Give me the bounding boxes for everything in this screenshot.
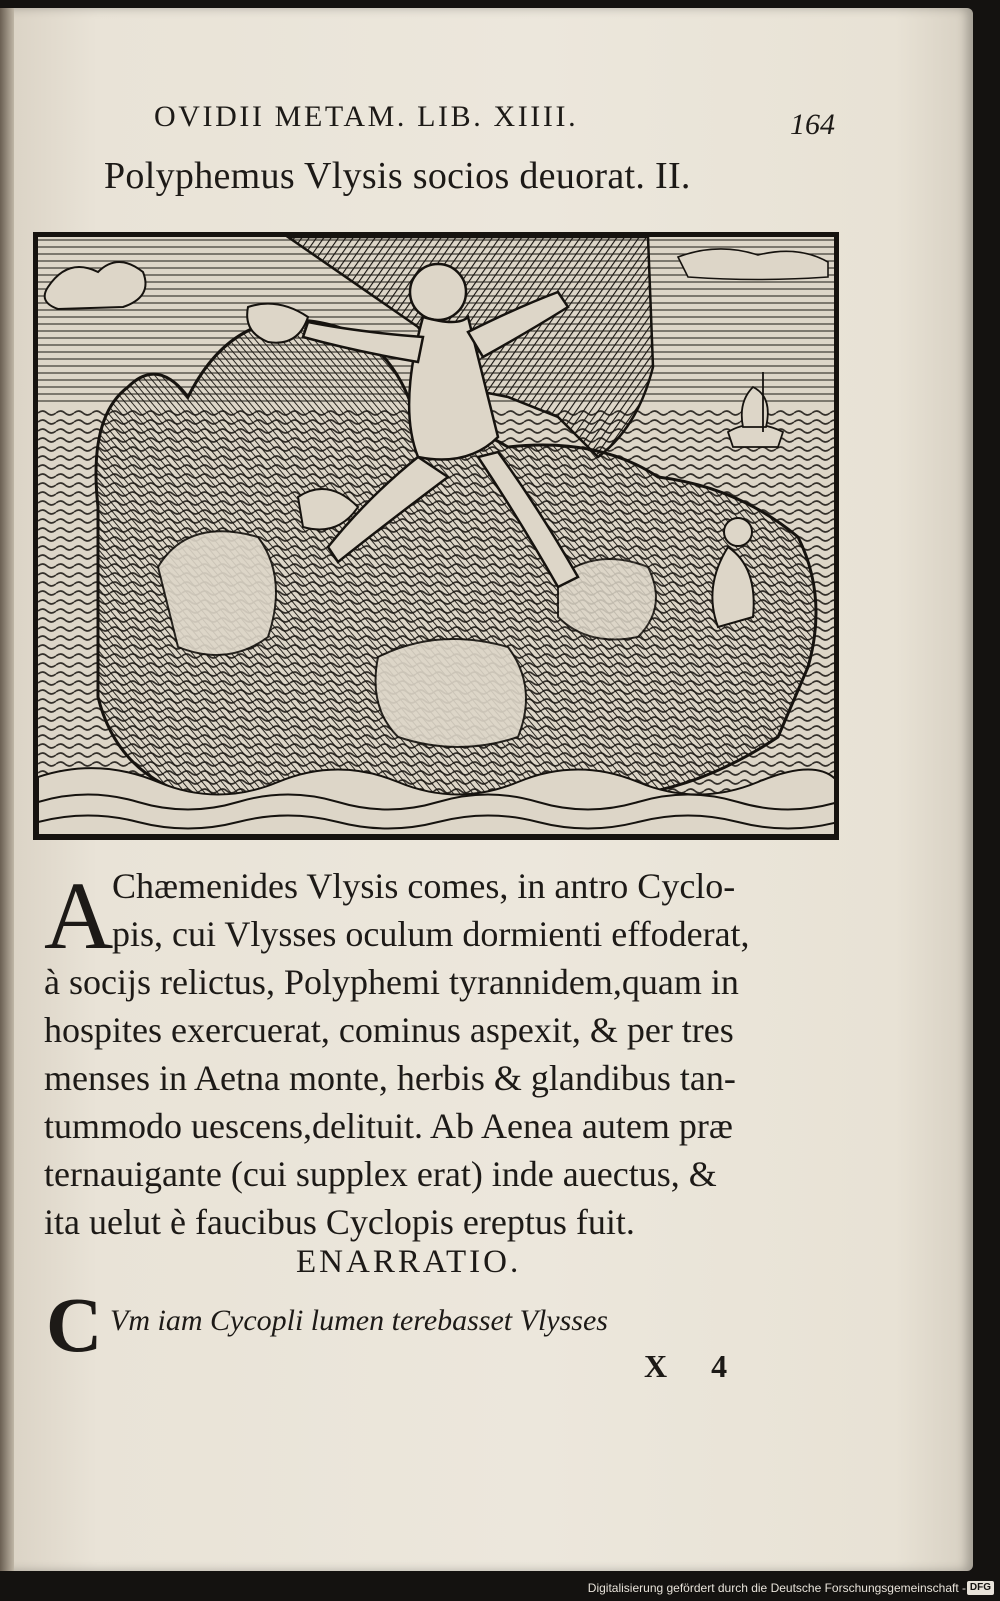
rock-highlight-2 bbox=[376, 639, 527, 747]
summary-line-1: Chæmenides Vlysis comes, in antro Cyclo- bbox=[112, 866, 736, 906]
summary-line-4: hospites exercuerat, cominus aspexit, & per tres bbox=[44, 1010, 734, 1050]
book-page bbox=[0, 8, 973, 1571]
cloud-right bbox=[678, 249, 828, 280]
chapter-title: Polyphemus Vlysis socios deuorat. II. bbox=[104, 155, 691, 197]
summary-line-7: ternauigante (cui supplex erat) inde auectus, & bbox=[44, 1154, 717, 1194]
woodcut-illustration bbox=[33, 232, 839, 840]
rock-highlight-1 bbox=[158, 531, 276, 655]
running-head: OVIDII METAM. LIB. XIIII. bbox=[154, 100, 579, 133]
dfg-logo: DFG bbox=[967, 1581, 994, 1595]
summary-line-3: à socijs relictus, Polyphemi tyrannidem,quam in bbox=[44, 962, 739, 1002]
commentary-first-line: Vm iam Cycopli lumen terebasset Vlysses bbox=[110, 1304, 608, 1337]
page-gutter bbox=[0, 8, 14, 1571]
dropcap-a: A bbox=[44, 862, 114, 969]
enarratio-heading: ENARRATIO. bbox=[296, 1244, 522, 1280]
digitization-credit: Digitalisierung gefördert durch die Deutsche Forschungsgemeinschaft - bbox=[587, 1581, 966, 1595]
summary-line-6: tummodo uescens,delituit. Ab Aenea autem præ bbox=[44, 1106, 733, 1146]
folio-number: 164 bbox=[790, 108, 835, 141]
dropcap-c: C bbox=[46, 1281, 103, 1368]
summary-line-8: ita uelut è faucibus Cyclopis ereptus fuit. bbox=[44, 1202, 635, 1242]
woodcut-drawing bbox=[38, 237, 834, 835]
summary-line-5: menses in Aetna monte, herbis & glandibus tan- bbox=[44, 1058, 736, 1098]
signature-mark: X 4 bbox=[644, 1348, 746, 1384]
summary-line-2: pis, cui Vlysses oculum dormienti effoderat, bbox=[112, 914, 750, 954]
